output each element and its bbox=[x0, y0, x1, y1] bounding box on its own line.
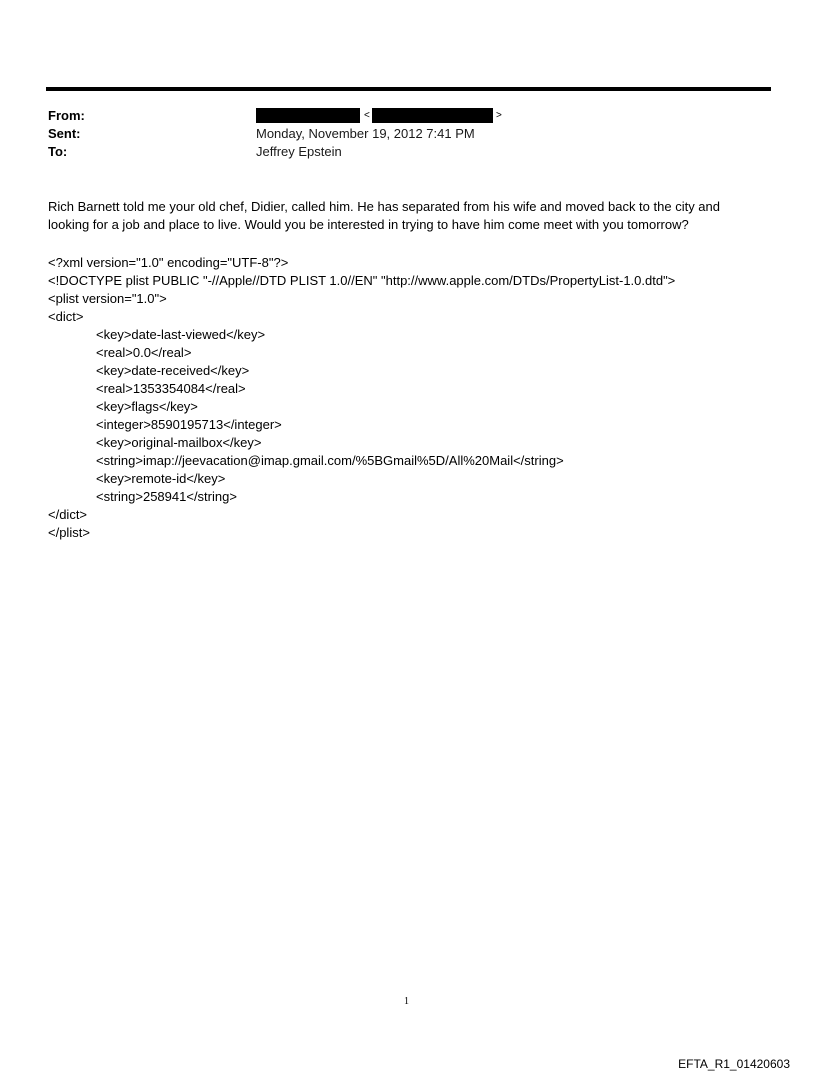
plist-line: <string>imap://jeevacation@imap.gmail.com/%5BGmail%5D/All%20Mail</string> bbox=[96, 453, 564, 468]
plist-line: <string>258941</string> bbox=[96, 489, 237, 504]
from-label: From: bbox=[48, 108, 85, 123]
plist-line: <?xml version="1.0" encoding="UTF-8"?> bbox=[48, 255, 289, 270]
to-value: Jeffrey Epstein bbox=[256, 144, 342, 159]
message-line-1: Rich Barnett told me your old chef, Didier, called him. He has separated from his wife and moved back to the city and bbox=[48, 199, 721, 214]
redacted-sender-name bbox=[256, 108, 360, 123]
plist-line: <!DOCTYPE plist PUBLIC "-//Apple//DTD PLIST 1.0//EN" "http://www.apple.com/DTDs/PropertyList-1.0.dtd"> bbox=[48, 273, 676, 288]
plist-line: <integer>8590195713</integer> bbox=[96, 417, 282, 432]
plist-line: <key>date-received</key> bbox=[96, 363, 250, 378]
plist-line: </plist> bbox=[48, 525, 90, 540]
plist-line: <key>remote-id</key> bbox=[96, 471, 226, 486]
plist-line: <real>0.0</real> bbox=[96, 345, 192, 360]
plist-line: <key>original-mailbox</key> bbox=[96, 435, 262, 450]
plist-line: <key>date-last-viewed</key> bbox=[96, 327, 266, 342]
redacted-sender-email bbox=[372, 108, 493, 123]
to-label: To: bbox=[48, 144, 68, 159]
email-open-bracket: < bbox=[364, 110, 370, 121]
message-line-2: looking for a job and place to live. Would you be interested in trying to have him come meet with you tomorrow? bbox=[48, 217, 689, 232]
plist-line: <key>flags</key> bbox=[96, 399, 198, 414]
plist-line: <dict> bbox=[48, 309, 84, 324]
plist-block bbox=[48, 254, 675, 542]
plist-line: <plist version="1.0"> bbox=[48, 291, 167, 306]
sent-value: Monday, November 19, 2012 7:41 PM bbox=[256, 126, 475, 141]
page-number: 1 bbox=[404, 996, 409, 1007]
document-id: EFTA_R1_01420603 bbox=[678, 1057, 790, 1071]
header-divider bbox=[46, 87, 771, 91]
plist-line: </dict> bbox=[48, 507, 88, 522]
plist-line: <real>1353354084</real> bbox=[96, 381, 246, 396]
sent-label: Sent: bbox=[48, 126, 81, 141]
email-close-bracket: > bbox=[496, 110, 502, 121]
